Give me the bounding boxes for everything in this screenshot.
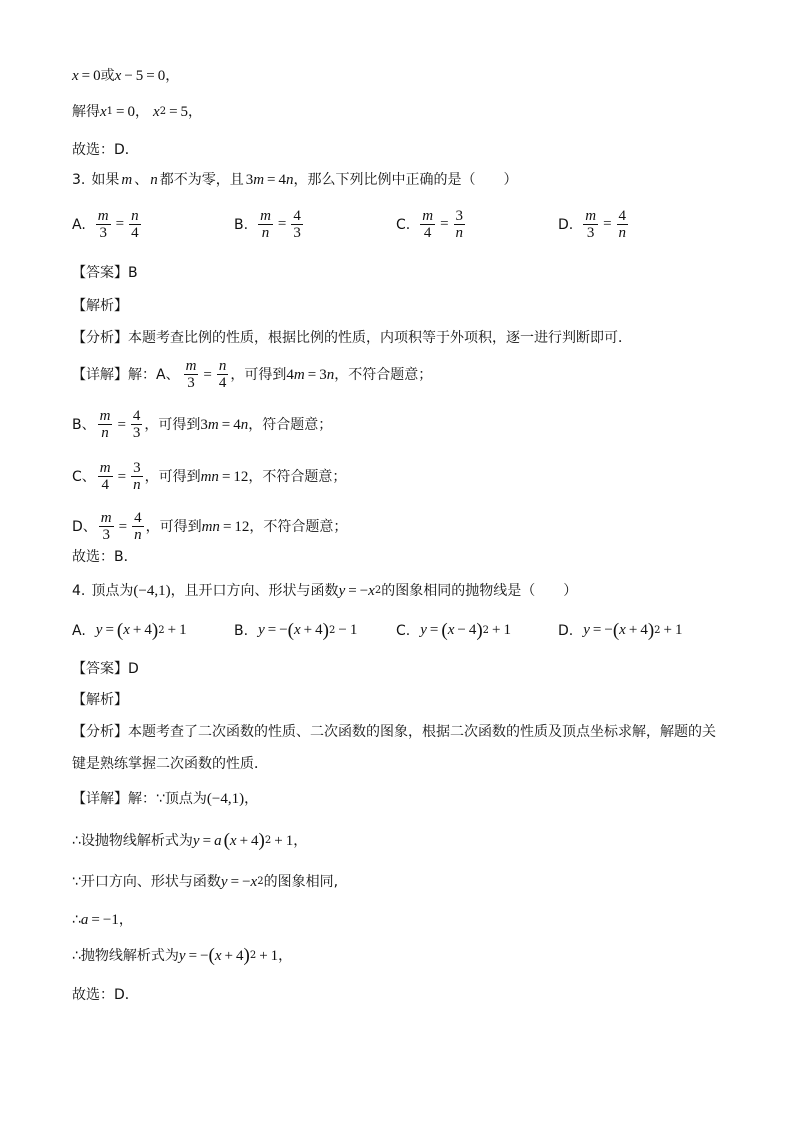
get-text: ，可得到 bbox=[145, 518, 202, 535]
solution-line: 解得 x 1 = 0 ， x 2 = 5 ， bbox=[72, 104, 203, 120]
detail-4-s2: ∴设抛物线解析式为 bbox=[72, 833, 193, 849]
question-4: 4. 顶点为 (−4,1) ，且开口方向、形状与函数 y = − x 2 的图象相同的抛物线是（ ） bbox=[72, 583, 578, 599]
q3-sep: 、 bbox=[134, 172, 149, 188]
answer-3: 【答案】B bbox=[72, 265, 138, 281]
answer-4: 【答案】D bbox=[72, 661, 139, 677]
detail-4-line-1: 【详解】解：∵顶点为 (−4,1) ， bbox=[72, 791, 259, 807]
option-label-a: A. bbox=[72, 216, 86, 233]
option-label-b: B. bbox=[234, 216, 249, 233]
analysis-3: 【分析】本题考查比例的性质，根据比例的性质，内项积等于外项积，逐一进行判断即可． bbox=[72, 330, 632, 346]
select-d-1: 故选：D． bbox=[72, 142, 139, 158]
q4-number: 4. bbox=[72, 583, 86, 599]
q3-text-c: ，那么下列比例中正确的是（ ） bbox=[293, 172, 518, 188]
equation-line-1: x = 0 或 x − 5 = 0 ， bbox=[72, 68, 180, 84]
not-match-text: ，不符合题意； bbox=[334, 366, 433, 383]
option-label-d: D. bbox=[558, 622, 574, 639]
q3-text-b: 都不为零，且 bbox=[159, 172, 244, 188]
q3-option-d: D. $\frac{m}{3}$ = $\frac{4}{n}$ bbox=[558, 208, 627, 241]
b-prefix: B、 bbox=[72, 416, 96, 433]
q4-option-b: B. y = − ( x + 4 ) 2 − 1 bbox=[234, 619, 358, 641]
detail-3-b: B、 $\frac{m}{n}$ = $\frac{4}{3}$ ，可得到 3 m = 4 n ，符合题意； bbox=[72, 408, 333, 441]
option-label-d: D. bbox=[558, 216, 574, 233]
detail-4-s5: ∴抛物线解析式为 bbox=[72, 948, 179, 964]
not-match-text: ，不符合题意； bbox=[249, 518, 348, 535]
not-match-text: ，不符合题意； bbox=[248, 468, 347, 485]
c-prefix: C、 bbox=[72, 468, 96, 485]
detail-4-line-2: ∴设抛物线解析式为 y = a ( x + 4 ) 2 + 1 ， bbox=[72, 830, 308, 851]
get-text: ，可得到 bbox=[230, 366, 287, 383]
q3-option-c: C. $\frac{m}{4}$ = $\frac{3}{n}$ bbox=[396, 208, 464, 241]
detail-3-d: D、 $\frac{m}{3}$ = $\frac{4}{n}$ ，可得到 mn = 12 ，不符合题意； bbox=[72, 510, 348, 543]
match-text: ，符合题意； bbox=[248, 416, 333, 433]
d-prefix: D、 bbox=[72, 518, 97, 535]
q4-option-d: D. y = − ( x + 4 ) 2 + 1 bbox=[558, 619, 683, 641]
select-d-2: 故选：D． bbox=[72, 987, 139, 1003]
q3-text-a: 如果 bbox=[91, 172, 120, 188]
q3-number: 3. bbox=[72, 172, 86, 188]
analysis-4-line-1: 【分析】本题考查了二次函数的性质、二次函数的图象，根据二次函数的性质及顶点坐标求解，解题的关 bbox=[72, 724, 716, 740]
q3-option-a: A. $\frac{m}{3}$ = $\frac{n}{4}$ bbox=[72, 208, 139, 241]
option-label-b: B. bbox=[234, 622, 249, 639]
therefore-symbol: ∴ bbox=[72, 912, 81, 928]
analysis-4-line-2: 键是熟练掌握二次函数的性质． bbox=[72, 756, 268, 772]
detail-prefix-4: 【详解】解：∵顶点为 bbox=[72, 791, 207, 807]
detail-4-s3b: 的图象相同, bbox=[263, 874, 339, 890]
q4-text-b: ，且开口方向、形状与函数 bbox=[170, 583, 339, 599]
get-text: ，可得到 bbox=[144, 468, 201, 485]
select-b: 故选：B． bbox=[72, 549, 138, 565]
question-3: 3. 如果 m 、 n 都不为零，且 3 m = 4 n ，那么下列比例中正确的是（ ） bbox=[72, 172, 518, 188]
detail-4-line-3: ∵开口方向、形状与函数 y = − x 2 的图象相同, bbox=[72, 874, 339, 890]
q4-option-c: C. y = ( x − 4 ) 2 + 1 bbox=[396, 619, 512, 641]
detail-3-a: 【详解】解：A、 $\frac{m}{3}$ = $\frac{n}{4}$ ，可得到 4 m = 3 n ，不符合题意； bbox=[72, 358, 433, 391]
detail-3-c: C、 $\frac{m}{4}$ = $\frac{3}{n}$ ，可得到 mn = 12 ，不符合题意； bbox=[72, 460, 347, 493]
q4-option-a: A. y = ( x + 4 ) 2 + 1 bbox=[72, 619, 187, 641]
get-text: ，可得到 bbox=[144, 416, 201, 433]
solve-prefix: 解得 bbox=[72, 104, 100, 120]
analysis-heading-3: 【解析】 bbox=[72, 298, 128, 314]
detail-4-line-4: ∴ a = −1 ， bbox=[72, 912, 133, 928]
option-label-a: A. bbox=[72, 622, 86, 639]
detail-4-line-5: ∴抛物线解析式为 y = − ( x + 4 ) 2 + 1 ， bbox=[72, 945, 293, 966]
analysis-heading-4: 【解析】 bbox=[72, 692, 128, 708]
q3-option-b: B. $\frac{m}{n}$ = $\frac{4}{3}$ bbox=[234, 208, 301, 241]
or-text: 或 bbox=[100, 68, 115, 84]
q4-text-a: 顶点为 bbox=[91, 583, 134, 599]
detail-4-s3a: ∵开口方向、形状与函数 bbox=[72, 874, 221, 890]
option-label-c: C. bbox=[396, 216, 411, 233]
option-label-c: C. bbox=[396, 622, 411, 639]
q4-text-c: 的图象相同的抛物线是（ ） bbox=[381, 583, 578, 599]
detail-prefix-3: 【详解】解：A、 bbox=[72, 366, 180, 383]
